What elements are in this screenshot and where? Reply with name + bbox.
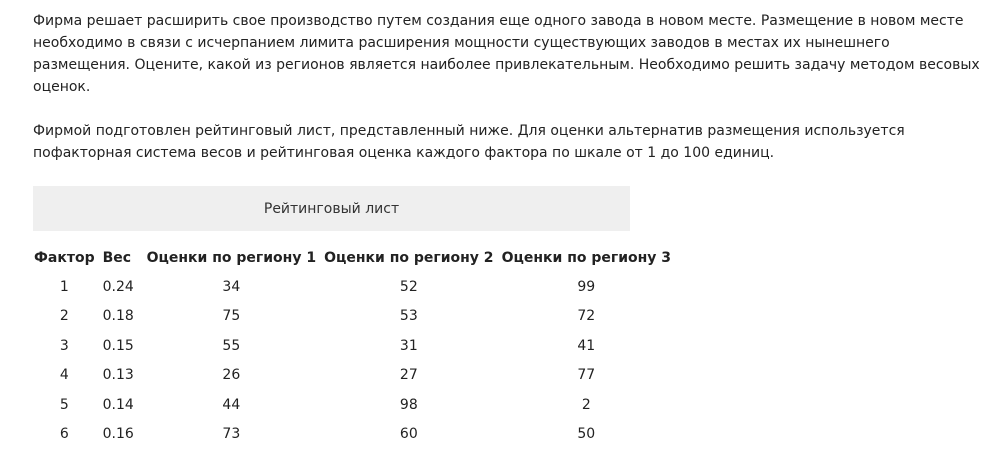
header-region-2: Оценки по региону 2	[324, 249, 494, 266]
cell-region-2: 60	[399, 426, 418, 443]
header-region-3: Оценки по региону 3	[501, 249, 672, 266]
cell-weight: 0.24	[102, 278, 134, 295]
cell-weight: 0.18	[102, 308, 134, 325]
header-weight: Вес	[102, 249, 132, 266]
cell-region-3: 41	[577, 337, 596, 354]
cell-region-2: 27	[399, 367, 418, 384]
cell-region-2: 31	[399, 337, 418, 354]
table-row	[30, 331, 675, 361]
cell-factor: 2	[59, 308, 69, 325]
table-row	[30, 272, 675, 302]
cell-weight: 0.13	[102, 367, 134, 384]
problem-paragraph-1: Фирма решает расширить свое производство путем создания еще одного завода в новом месте. Размещение в новом месте необходимо в связи с исчерпанием лимита расширения мощности существующих заводов в местах их нынешнего размещения. Оцените, какой из регионов является наиболее привлекательным. Необходимо решить задачу методом весовых оценок.	[33, 13, 980, 95]
rating-sheet-caption: Рейтинговый лист	[33, 186, 630, 231]
problem-text	[33, 10, 983, 164]
table-row	[30, 390, 675, 420]
cell-region-1: 73	[222, 426, 241, 443]
header-factor: Фактор	[34, 249, 95, 266]
cell-region-3: 50	[577, 426, 596, 443]
cell-region-1: 26	[222, 367, 241, 384]
cell-region-3: 77	[577, 367, 596, 384]
cell-factor: 1	[59, 278, 69, 295]
cell-region-1: 44	[222, 396, 241, 413]
cell-weight: 0.15	[102, 337, 134, 354]
cell-factor: 3	[59, 337, 69, 354]
table-row	[30, 361, 675, 391]
table-row	[30, 302, 675, 332]
cell-region-3: 99	[577, 278, 596, 295]
cell-region-1: 55	[222, 337, 241, 354]
table-row	[30, 420, 675, 450]
problem-paragraph-2: Фирмой подготовлен рейтинговый лист, представленный ниже. Для оценки альтернатив размещения используется пофакторная система весов и рейтинговая оценка каждого фактора по шкале от 1 до 100 единиц.	[33, 123, 905, 161]
cell-factor: 5	[59, 396, 69, 413]
cell-region-3: 2	[581, 396, 591, 413]
cell-weight: 0.14	[102, 396, 134, 413]
cell-region-2: 53	[399, 308, 418, 325]
cell-region-2: 98	[399, 396, 418, 413]
cell-region-1: 75	[222, 308, 241, 325]
cell-region-1: 34	[222, 278, 241, 295]
cell-region-2: 52	[399, 278, 418, 295]
table-header-row	[30, 243, 675, 272]
cell-factor: 4	[59, 367, 69, 384]
header-region-1: Оценки по региону 1	[146, 249, 317, 266]
rating-sheet-table	[30, 243, 675, 449]
cell-weight: 0.16	[102, 426, 134, 443]
cell-factor: 6	[59, 426, 69, 443]
cell-region-3: 72	[577, 308, 596, 325]
